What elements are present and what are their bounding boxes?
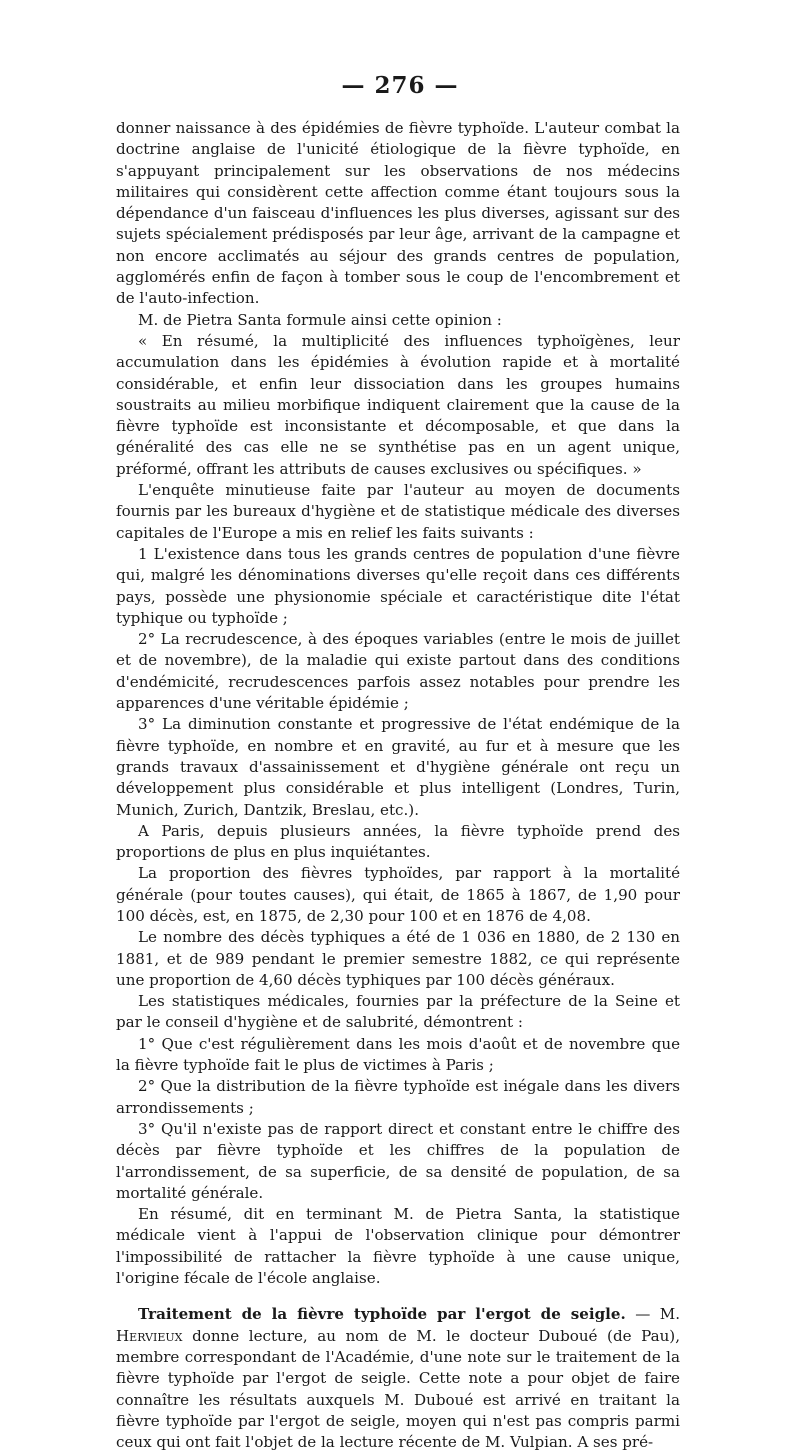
paragraph: La proportion des fièvres typhoïdes, par rapport à la mortalité générale (pour toutes causes), qui était, de 1865 à 1867, de 1,90 pour 100 décès, est, en 1875, de 2,30 pour 100 et en 1876 de 4,08. — [116, 864, 680, 925]
section-paragraph — [116, 1304, 680, 1453]
paragraph: 1° Que c'est régulièrement dans les mois d'août et de novembre que la fièvre typhoïde fait le plus de victimes à Paris ; — [116, 1034, 680, 1075]
section-title: Traitement de la fièvre typhoïde par l'ergot de seigle. — [138, 1305, 626, 1324]
paragraph: En résumé, dit en terminant M. de Pietra Santa, la statistique médicale vient à l'appui de l'observation clinique pour démontrer l'impossibilité de rattacher la fièvre typhoïde à une cause unique, l'origine fécale de l'école anglaise. — [116, 1205, 680, 1288]
paragraph: Les statistiques médicales, fournies par la préfecture de la Seine et par le conseil d'hygiène et de salubrité, démontrent : — [116, 992, 680, 1032]
speaker-name: Hervieux — [116, 1326, 183, 1345]
page-number: — 276 — — [341, 72, 459, 99]
paragraph: Le nombre des décès typhiques a été de 1 036 en 1880, de 2 130 en 1881, et de 989 pendant le premier semestre 1882, ce qui représente une proportion de 4,60 décès typhiques par 100 décès généraux. — [116, 928, 680, 989]
paragraph: 2° Que la distribution de la fièvre typhoïde est inégale dans les divers arrondissements ; — [116, 1077, 680, 1117]
paragraph: A Paris, depuis plusieurs années, la fièvre typhoïde prend des proportions de plus en plus inquiétantes. — [116, 821, 680, 862]
paragraph: 3° La diminution constante et progressive de l'état endémique de la fièvre typhoïde, en nombre et en gravité, au fur et à mesure que les grands travaux d'assainissement et d'hygiène générale ont reçu un développement plus considérable et plus intelligent (Londres, Turin, Munich, Zurich, Dantzik, Breslau, etc.). — [116, 715, 680, 819]
paragraph: L'enquête minutieuse faite par l'auteur au moyen de documents fournis par les bureaux d'hygiène et de statistique médicale des diverses capitales de l'Europe a mis en relief les faits suivants : — [116, 481, 680, 542]
paragraph: 1 L'existence dans tous les grands centres de population d'une fièvre qui, malgré les dénominations diverses qu'elle reçoit dans ces différents pays, possède une physionomie spéciale et caractéristique dite l'état typhique ou typhoïde ; — [116, 544, 680, 627]
paragraph: M. de Pietra Santa formule ainsi cette opinion : — [138, 310, 502, 329]
section-text: donne lecture, au nom de M. le docteur Duboué (de Pau), membre correspondant de l'Académie, d'une note sur le traitement de la fièvre typhoïde par l'ergot de seigle. Cette note a pour objet de faire connaître les résultats auxquels M. Duboué est arrivé en traitant la fièvre typhoïde par l'ergot de seigle, moyen qui n'est pas compris parmi ceux qui ont fait l'objet de la lecture récente de M. Vulpian. A ses pré- — [116, 1326, 680, 1452]
body-text — [116, 118, 680, 1453]
paragraph: 3° Qu'il n'existe pas de rapport direct et constant entre le chiffre des décès par fièvre typhoïde et les chiffres de la population de l'arrondissement, de sa superficie, de sa densité de population, de sa mortalité générale. — [116, 1119, 680, 1202]
paragraph: 2° La recrudescence, à des époques variables (entre le mois de juillet et de novembre), de la maladie qui existe partout dans des conditions d'endémicité, recrudescences parfois assez notables pour prendre les apparences d'une véritable épidémie ; — [116, 630, 680, 713]
section-dash: — M. — [625, 1305, 680, 1324]
paragraph: donner naissance à des épidémies de fièvre typhoïde. L'auteur combat la doctrine anglaise de l'unicité étiologique de la fièvre typhoïde, en s'appuyant principalement sur les observations de nos médecins militaires qui considèrent cette affection comme étant toujours sous la dépendance d'un faisceau d'influences les plus diverses, agissant sur des sujets spécialement prédisposés par leur âge, arrivant de la campagne et non encore acclimatés au séjour des grands centres de population, agglomérés enfin de façon à tomber sous le coup de l'encombrement et de l'auto-infection. — [116, 119, 680, 308]
paragraph: « En résumé, la multiplicité des influences typhoïgènes, leur accumulation dans les épidémies à évolution rapide et à mortalité considérable, et enfin leur dissociation dans les groupes humains soustraits au milieu morbifique indiquent clairement que la cause de la fièvre typhoïde est inconsistante et décomposable, et que dans la généralité des cas elle ne se synthétise pas en un agent unique, préformé, offrant les attributs de causes exclusives ou spécifiques. » — [116, 331, 680, 478]
